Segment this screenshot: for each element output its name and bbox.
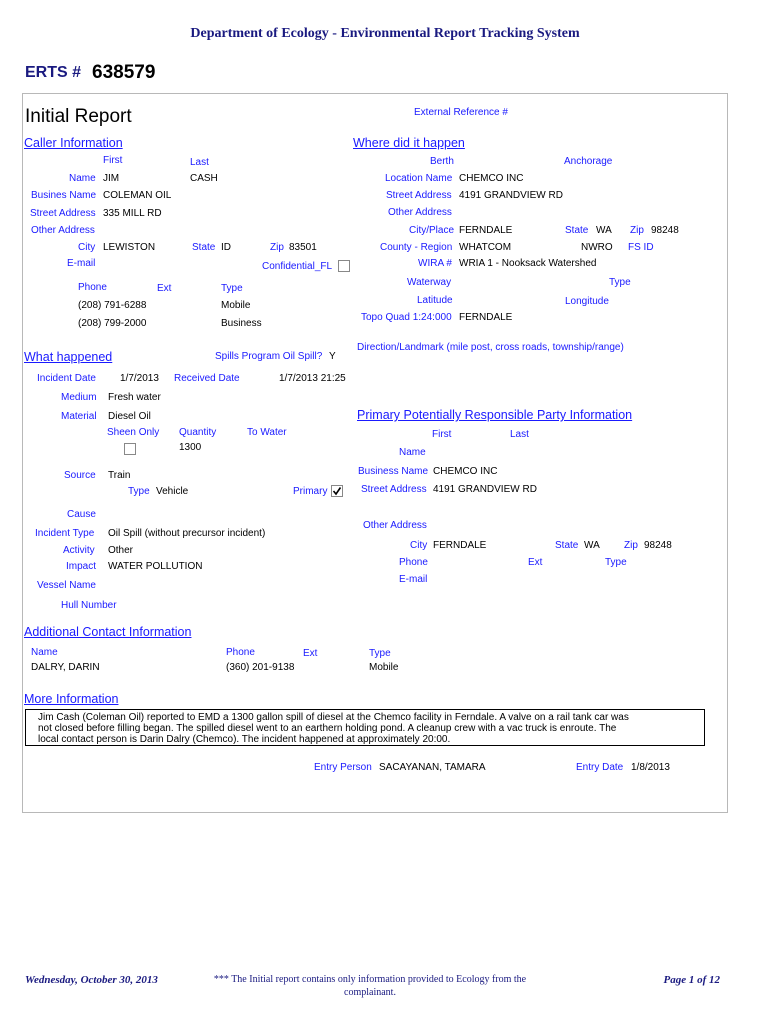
latitude-label: Latitude <box>417 295 453 306</box>
caller-first-name: JIM <box>103 173 120 184</box>
where-section-title: Where did it happen <box>353 136 465 150</box>
quantity: 1300 <box>179 442 202 453</box>
caller-name-label: Name <box>69 173 96 184</box>
location-name: CHEMCO INC <box>459 173 524 184</box>
where-other-address-label: Other Address <box>388 207 452 218</box>
caller-type-label: Type <box>221 283 243 294</box>
caller-other-address-label: Other Address <box>31 225 95 236</box>
additional-phone-label: Phone <box>226 647 255 658</box>
caller-phone-1: (208) 791-6288 <box>78 300 147 311</box>
wria-label: WIRA # <box>418 258 452 269</box>
additional-ext-label: Ext <box>303 648 318 659</box>
checkmark-icon <box>332 486 342 496</box>
ppr-section-title: Primary Potentially Responsible Party Information <box>357 408 633 422</box>
ppr-state: WA <box>584 540 600 551</box>
footer-note-line2: complainant. <box>344 987 396 998</box>
county: WHATCOM <box>459 242 512 253</box>
caller-city-label: City <box>78 242 96 253</box>
ppr-type-label: Type <box>605 557 627 568</box>
impact-label: Impact <box>66 561 97 572</box>
ppr-zip: 98248 <box>644 540 672 551</box>
caller-street: 335 MILL RD <box>103 208 162 219</box>
anchorage-label: Anchorage <box>564 156 613 167</box>
source-label: Source <box>64 470 96 481</box>
where-street: 4191 GRANDVIEW RD <box>459 190 563 201</box>
ppr-name-label: Name <box>399 447 426 458</box>
additional-phone: (360) 201-9138 <box>226 662 295 673</box>
berth-label: Berth <box>430 156 454 167</box>
caller-email-label: E-mail <box>67 258 96 269</box>
footer-note-line1: *** The Initial report contains only information provided to Ecology from the <box>213 974 527 985</box>
erts-number: 638579 <box>92 62 156 83</box>
ppr-phone-label: Phone <box>399 557 428 568</box>
caller-ext-label: Ext <box>157 283 172 294</box>
ppr-first-label: First <box>432 429 452 440</box>
topo-quad-label: Topo Quad 1:24:000 <box>361 312 452 323</box>
caller-phone-2-type: Business <box>221 318 262 329</box>
fs-id-label: FS ID <box>628 242 654 253</box>
where-zip: 98248 <box>651 225 679 236</box>
incident-type-label: Incident Type <box>35 528 95 539</box>
page-number: Page 1 of 12 <box>663 974 720 986</box>
where-state: WA <box>596 225 612 236</box>
incident-date-label: Incident Date <box>37 373 96 384</box>
topo-quad: FERNDALE <box>459 312 513 323</box>
caller-phone-1-type: Mobile <box>221 300 251 311</box>
medium: Fresh water <box>108 392 161 403</box>
ppr-other-address-label: Other Address <box>363 520 427 531</box>
ppr-email-label: E-mail <box>399 574 428 585</box>
to-water-label: To Water <box>247 427 287 438</box>
waterway-type-label: Type <box>609 277 631 288</box>
ppr-ext-label: Ext <box>528 557 543 568</box>
report-heading: Initial Report <box>25 106 132 127</box>
footer-date: Wednesday, October 30, 2013 <box>25 974 158 986</box>
sheen-only-checkbox[interactable] <box>124 443 136 455</box>
external-reference-label: External Reference # <box>414 107 508 118</box>
spills-program-label: Spills Program Oil Spill? <box>215 351 323 362</box>
medium-label: Medium <box>61 392 97 403</box>
vessel-name-label: Vessel Name <box>37 580 96 591</box>
received-date: 1/7/2013 21:25 <box>279 373 346 384</box>
caller-first-label: First <box>103 155 123 166</box>
where-city: FERNDALE <box>459 225 513 236</box>
received-date-label: Received Date <box>174 373 240 384</box>
entry-person: SACAYANAN, TAMARA <box>379 762 486 773</box>
additional-name-label: Name <box>31 647 58 658</box>
material-label: Material <box>61 411 97 422</box>
caller-phone-2: (208) 799-2000 <box>78 318 147 329</box>
source-type: Vehicle <box>156 486 189 497</box>
caller-business: COLEMAN OIL <box>103 190 172 201</box>
incident-type: Oil Spill (without precursor incident) <box>108 528 266 539</box>
caller-state-label: State <box>192 242 216 253</box>
ppr-business-label: Business Name <box>358 466 429 477</box>
ppr-business: CHEMCO INC <box>433 466 498 477</box>
more-text-line: not closed before filling began. The spilled diesel went to an earthern holding pond. A cleanup crew with a vac truck is enroute. The <box>38 723 617 734</box>
caller-zip: 83501 <box>289 242 317 253</box>
entry-date-label: Entry Date <box>576 762 624 773</box>
hull-number-label: Hull Number <box>61 600 117 611</box>
page-title: Department of Ecology - Environmental Report Tracking System <box>190 26 580 41</box>
where-zip-label: Zip <box>630 225 644 236</box>
more-text-line: local contact person is Darin Dalry (Chemco). The incident happened at approximately 20:00. <box>38 734 451 745</box>
spills-program-value: Y <box>329 351 336 362</box>
primary-checkbox[interactable] <box>331 485 343 497</box>
erts-label: ERTS # <box>25 64 82 81</box>
direction-landmark-label: Direction/Landmark (mile post, cross roads, township/range) <box>357 342 624 353</box>
more-text-line: Jim Cash (Coleman Oil) reported to EMD a 1300 gallon spill of diesel at the Chemco facility in Ferndale. A valve on a rail tank car was <box>38 712 629 723</box>
source: Train <box>108 470 131 481</box>
ppr-zip-label: Zip <box>624 540 638 551</box>
location-name-label: Location Name <box>385 173 453 184</box>
caller-street-label: Street Address <box>30 208 96 219</box>
ppr-street: 4191 GRANDVIEW RD <box>433 484 537 495</box>
caller-last-name: CASH <box>190 173 218 184</box>
ppr-street-label: Street Address <box>361 484 427 495</box>
additional-type-label: Type <box>369 648 391 659</box>
activity: Other <box>108 545 134 556</box>
ppr-last-label: Last <box>510 429 529 440</box>
ppr-city-label: City <box>410 540 428 551</box>
caller-business-label: Busines Name <box>31 190 97 201</box>
county-region-label: County - Region <box>380 242 453 253</box>
material: Diesel Oil <box>108 411 151 422</box>
what-section-title: What happened <box>24 350 113 364</box>
caller-section-title: Caller Information <box>24 136 123 150</box>
caller-zip-label: Zip <box>270 242 284 253</box>
more-information-box <box>25 709 705 746</box>
additional-name: DALRY, DARIN <box>31 662 100 673</box>
ppr-state-label: State <box>555 540 579 551</box>
region: NWRO <box>581 242 613 253</box>
cause-label: Cause <box>67 509 96 520</box>
entry-person-label: Entry Person <box>314 762 372 773</box>
ppr-city: FERNDALE <box>433 540 487 551</box>
caller-state: ID <box>221 242 231 253</box>
sheen-only-label: Sheen Only <box>107 427 160 438</box>
wria: WRIA 1 - Nooksack Watershed <box>459 258 597 269</box>
impact: WATER POLLUTION <box>108 561 203 572</box>
entry-date: 1/8/2013 <box>631 762 670 773</box>
caller-phone-label: Phone <box>78 282 107 293</box>
confidential-label: Confidential_FL <box>262 261 333 272</box>
where-state-label: State <box>565 225 589 236</box>
waterway-label: Waterway <box>407 277 452 288</box>
incident-date: 1/7/2013 <box>120 373 159 384</box>
confidential-checkbox[interactable] <box>338 260 350 272</box>
additional-type: Mobile <box>369 662 399 673</box>
more-section-title: More Information <box>24 692 119 706</box>
city-place-label: City/Place <box>409 225 455 236</box>
caller-city: LEWISTON <box>103 242 156 253</box>
quantity-label: Quantity <box>179 427 217 438</box>
where-street-label: Street Address <box>386 190 452 201</box>
source-type-label: Type <box>128 486 150 497</box>
longitude-label: Longitude <box>565 296 609 307</box>
primary-label: Primary <box>293 486 328 497</box>
caller-last-label: Last <box>190 157 209 168</box>
activity-label: Activity <box>63 545 95 556</box>
additional-section-title: Additional Contact Information <box>24 625 192 639</box>
